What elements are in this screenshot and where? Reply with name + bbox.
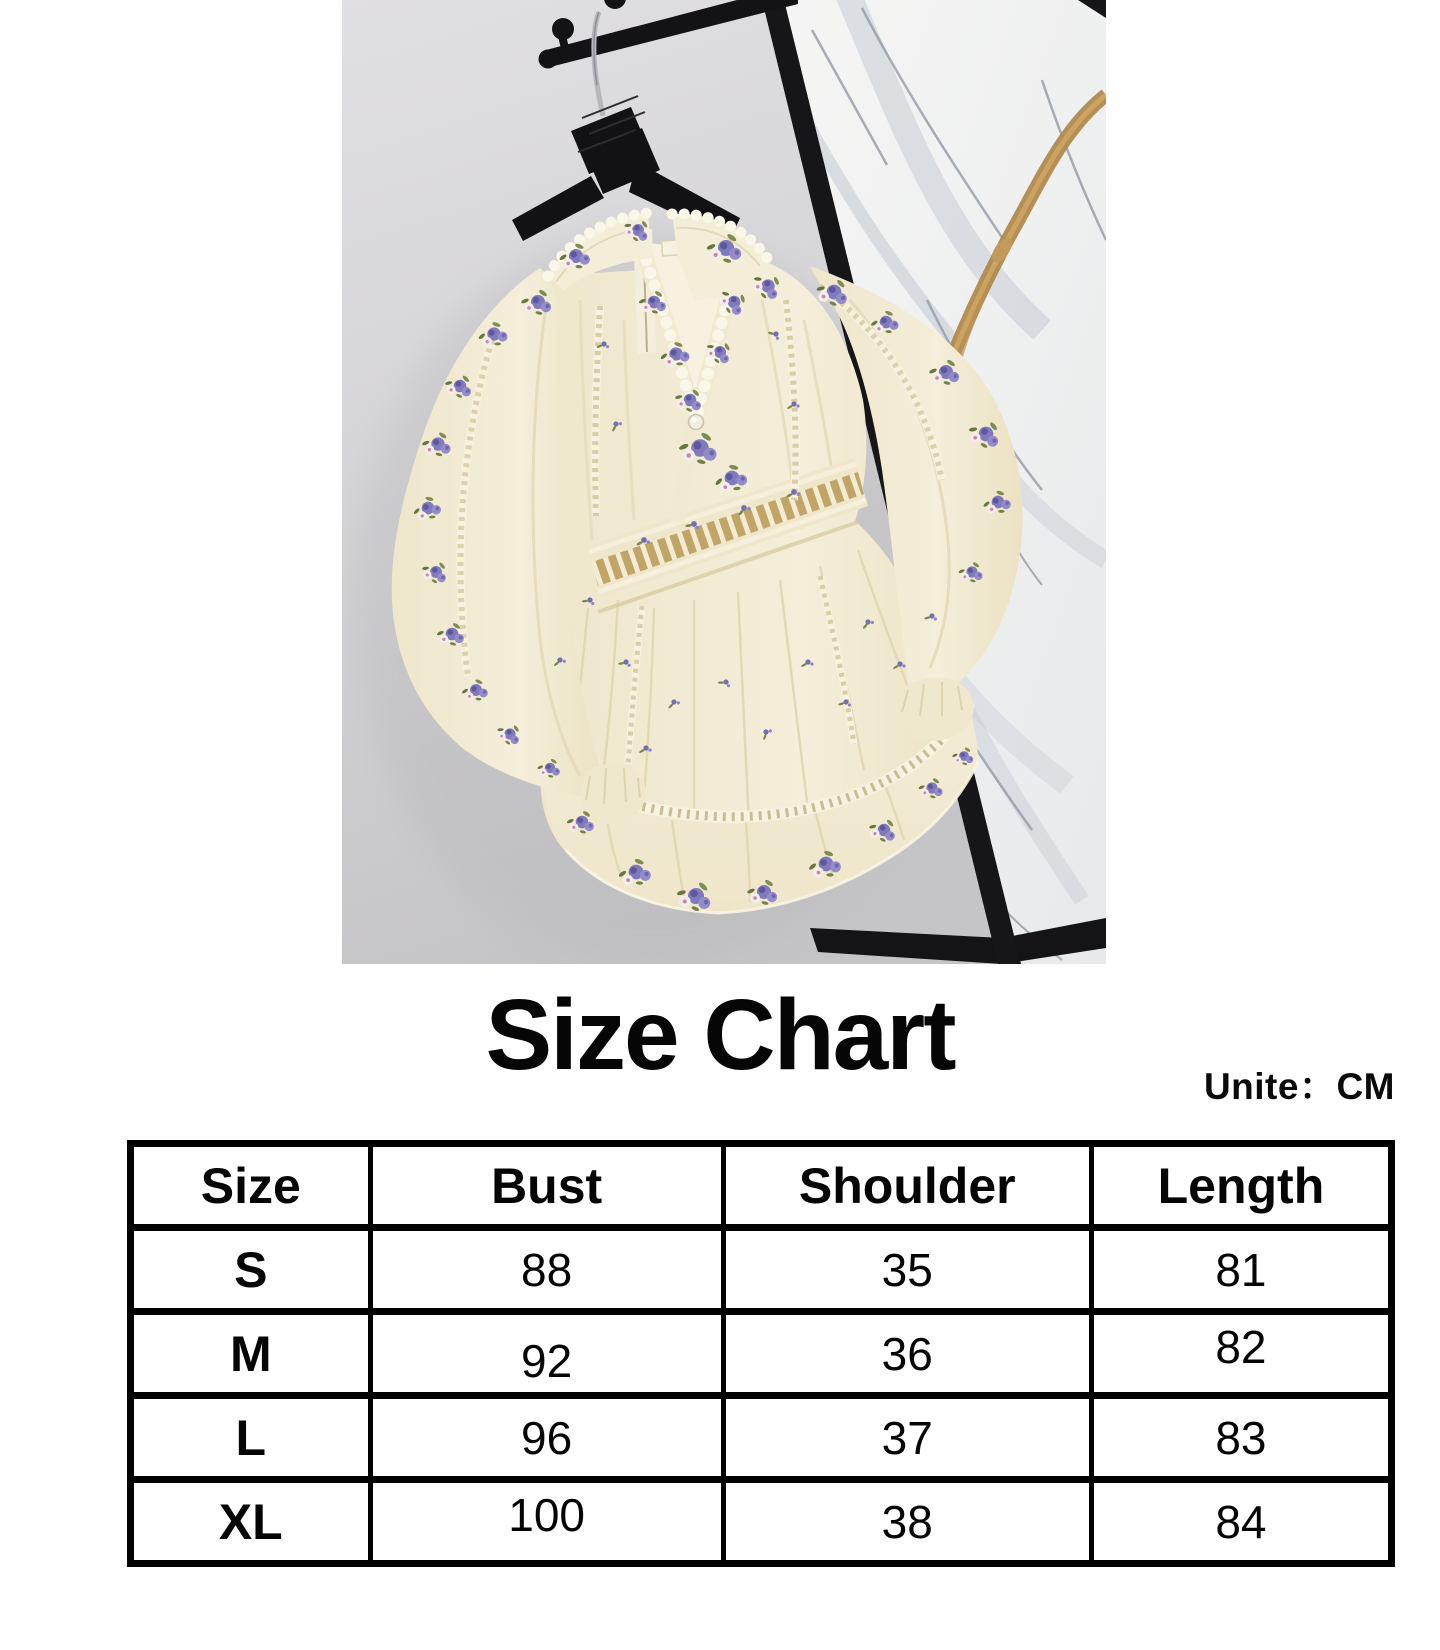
header-size: Size bbox=[131, 1144, 371, 1228]
cell-bust-l: 96 bbox=[370, 1396, 723, 1480]
cell-shoulder-s: 35 bbox=[723, 1228, 1091, 1312]
cell-size-l: L bbox=[131, 1396, 371, 1480]
table-row-m bbox=[131, 1312, 1392, 1396]
cell-bust-s: 88 bbox=[370, 1228, 723, 1312]
cell-shoulder-l: 37 bbox=[723, 1396, 1091, 1480]
cell-shoulder-xl: 38 bbox=[723, 1480, 1091, 1564]
size-chart-table bbox=[127, 1140, 1395, 1567]
table-row-l bbox=[131, 1396, 1392, 1480]
unit-note: Unite：CM bbox=[1203, 1066, 1395, 1107]
header-shoulder: Shoulder bbox=[723, 1144, 1091, 1228]
cell-bust-m: 92 bbox=[370, 1312, 723, 1396]
cell-size-s: S bbox=[131, 1228, 371, 1312]
cell-length-m: 82 bbox=[1091, 1312, 1391, 1396]
table-row-xl bbox=[131, 1480, 1392, 1564]
cell-bust-xl: 100 bbox=[370, 1480, 723, 1564]
cell-size-m: M bbox=[131, 1312, 371, 1396]
cell-length-l: 83 bbox=[1091, 1396, 1391, 1480]
page-title: Size Chart bbox=[485, 979, 955, 1091]
cell-shoulder-m: 36 bbox=[723, 1312, 1091, 1396]
header-bust: Bust bbox=[370, 1144, 723, 1228]
header-length: Length bbox=[1091, 1144, 1391, 1228]
cell-size-xl: XL bbox=[131, 1480, 371, 1564]
table-row-s bbox=[131, 1228, 1392, 1312]
photo-scene bbox=[342, 0, 1106, 964]
product-photo bbox=[342, 0, 1106, 964]
table-header-row bbox=[131, 1144, 1392, 1228]
pearl-button bbox=[689, 415, 704, 430]
cell-length-xl: 84 bbox=[1091, 1480, 1391, 1564]
rod-knob-left bbox=[552, 18, 574, 40]
cell-length-s: 81 bbox=[1091, 1228, 1391, 1312]
